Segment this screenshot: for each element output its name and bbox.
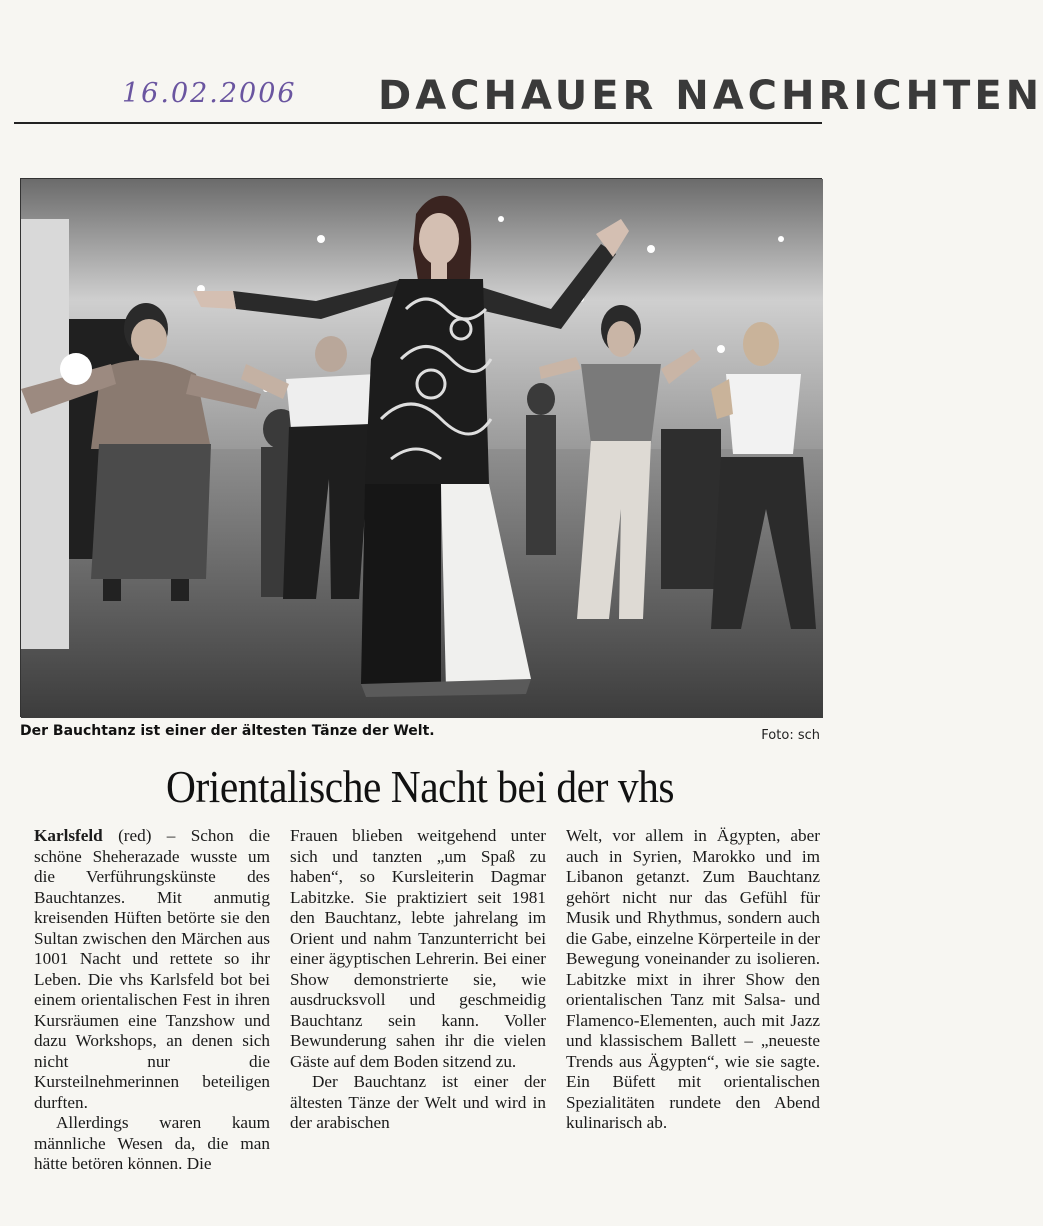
- paragraph: Welt, vor allem in Ägypten, aber auch in Syrien, Marokko und im Libanon getanzt. Zum Bauchtanz gehört nicht nur das Gefühl für Musik und Rhythmus, sondern auch die Gabe, einzelne Körperteile in der Bewegung voneinander zu isolieren. Labitzke mixt in ihrer Show den orientalischen Tanz mit Salsa- und Flamenco-Elementen, auch mit Jazz und klassischem Ballett – „neueste Trends aus Ägypten“, wie sie sagte. Ein Büfett mit orientalischen Spezialitäten rundete den Abend kulinarisch ab.: [566, 826, 820, 1132]
- header-rule: [14, 122, 822, 124]
- paragraph: Allerdings waren kaum männliche Wesen da, die man hätte betören können. Die: [34, 1113, 270, 1173]
- article-column-3: [566, 826, 820, 1134]
- photo-caption: Der Bauchtanz ist einer der ältesten Tänze der Welt.: [20, 723, 435, 739]
- paragraph-text: (red) – Schon die schöne Sheherazade wusste um die Verführungskünste des Bauchtanzes. Mit anmutig kreisenden Hüften betörte sie den Sultan zwischen den Märchen aus 1001 Nacht und rettete so ihr Leben. Die vhs Karlsfeld bot bei einem orientalischen Fest in ihren Kursräumen eine Tanzshow und dazu Workshops, an denen sich nicht nur die Kursteilnehmerinnen beteiligen durften.: [34, 826, 270, 1112]
- article-column-1: [34, 826, 270, 1175]
- photo-credit: Foto: sch: [761, 728, 820, 743]
- date-stamp: 16.02.2006: [122, 78, 297, 109]
- newspaper-masthead: DACHAUER NACHRICHTEN: [378, 73, 1043, 119]
- article-column-2: [290, 826, 546, 1134]
- paragraph: Frauen blieben weitgehend unter sich und tanzten „um Spaß zu haben“, so Kursleiterin Dagmar Labitzke. Sie praktiziert seit 1981 den Bauchtanz, lebte jahrelang im Orient und nahm Tanzunterricht bei einer ägyptischen Lehrerin. Bei einer Show demonstrierte sie, wie ausdrucksvoll und geschmeidig Bauchtanz sein kann. Voller Bewunderung sahen ihr die vielen Gäste auf dem Boden sitzend zu.: [290, 826, 546, 1071]
- dateline: Karlsfeld: [34, 826, 103, 845]
- article-photo: [20, 178, 822, 717]
- article-headline: Orientalische Nacht bei der vhs: [166, 761, 674, 812]
- paragraph: [34, 826, 270, 1113]
- paragraph: Der Bauchtanz ist einer der ältesten Tänze der Welt und wird in der arabischen: [290, 1072, 546, 1132]
- belly-dancer-photo-icon: [21, 179, 823, 718]
